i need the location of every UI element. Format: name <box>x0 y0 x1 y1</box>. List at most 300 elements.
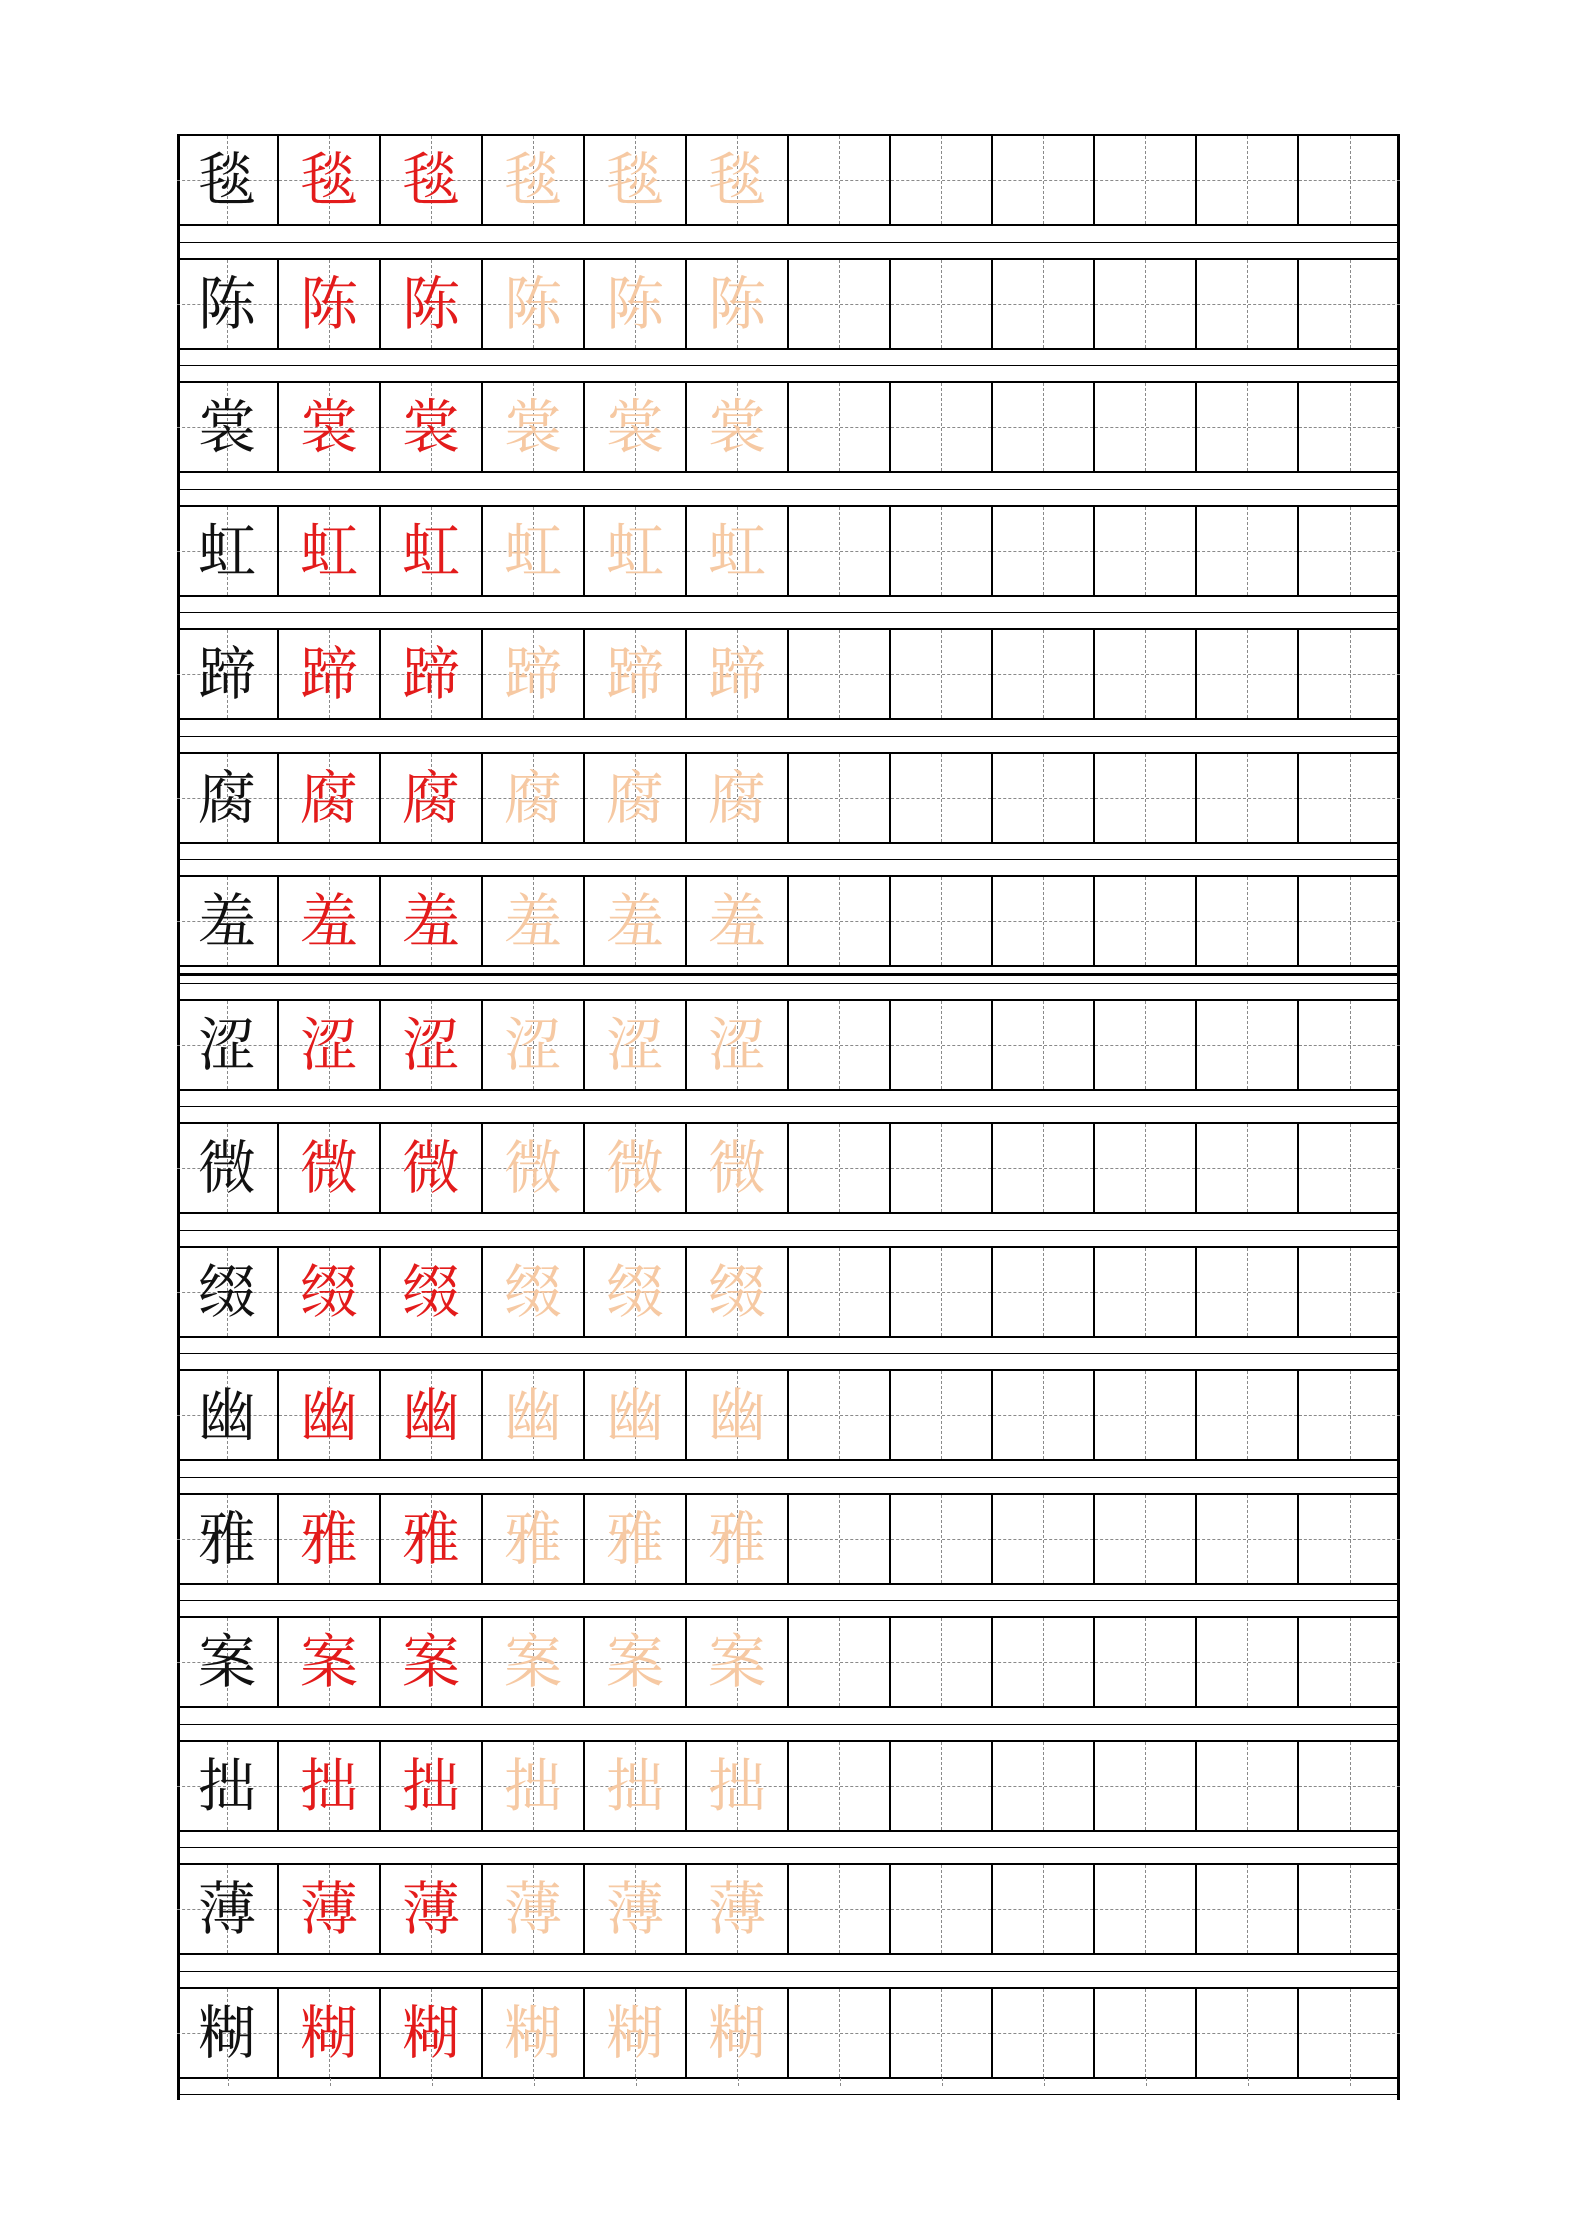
red-char-cell <box>381 1742 483 1830</box>
model-char-cell <box>177 1618 279 1706</box>
trace-character: 羞 <box>707 887 766 955</box>
writing-cell[interactable] <box>789 630 891 718</box>
writing-cell[interactable] <box>1299 1371 1400 1459</box>
writing-cell[interactable] <box>1095 383 1197 471</box>
writing-cell[interactable] <box>891 1618 993 1706</box>
writing-cell[interactable] <box>891 1742 993 1830</box>
trace-char-cell <box>687 1371 789 1459</box>
writing-cell[interactable] <box>1095 1001 1197 1089</box>
writing-cell[interactable] <box>1299 754 1400 842</box>
red-character: 腐 <box>401 763 460 832</box>
red-char-cell <box>381 1124 483 1212</box>
writing-cell[interactable] <box>891 877 993 965</box>
bottom-guide-ticks <box>177 2078 1400 2086</box>
trace-char-cell <box>687 136 789 224</box>
red-character: 蹄 <box>401 640 460 708</box>
writing-cell[interactable] <box>1197 1865 1299 1953</box>
writing-cell[interactable] <box>1197 1124 1299 1212</box>
red-character: 虹 <box>299 516 358 585</box>
writing-cell[interactable] <box>1095 1618 1197 1706</box>
writing-cell[interactable] <box>1095 136 1197 224</box>
trace-character: 糊 <box>503 1998 562 2067</box>
trace-char-cell <box>483 383 585 471</box>
guide-tick <box>1350 2078 1352 2086</box>
trace-character: 陈 <box>605 269 664 338</box>
red-character: 陈 <box>299 269 358 338</box>
red-char-cell <box>381 754 483 842</box>
model-character: 案 <box>197 1628 256 1696</box>
model-char-cell <box>177 877 279 965</box>
trace-character: 薄 <box>707 1875 766 1943</box>
writing-cell[interactable] <box>1197 260 1299 348</box>
red-character: 微 <box>299 1134 358 1202</box>
red-character: 薄 <box>299 1875 358 1943</box>
writing-cell[interactable] <box>789 383 891 471</box>
red-character: 薄 <box>401 1875 460 1943</box>
gap-rule <box>177 1106 1400 1107</box>
model-char-cell <box>177 383 279 471</box>
writing-cell[interactable] <box>789 136 891 224</box>
writing-cell[interactable] <box>1299 1001 1400 1089</box>
writing-cell[interactable] <box>993 1248 1095 1336</box>
model-character: 缀 <box>197 1257 256 1326</box>
gap-rule <box>177 859 1400 860</box>
writing-cell[interactable] <box>1299 1742 1400 1830</box>
trace-character: 虹 <box>605 516 664 585</box>
trace-char-cell <box>687 630 789 718</box>
practice-row <box>177 1740 1400 1832</box>
trace-character: 涩 <box>605 1010 664 1079</box>
writing-cell[interactable] <box>993 1124 1095 1212</box>
red-char-cell <box>381 1865 483 1953</box>
writing-cell[interactable] <box>891 1001 993 1089</box>
trace-character: 裳 <box>707 393 766 461</box>
writing-cell[interactable] <box>993 1865 1095 1953</box>
trace-char-cell <box>483 1989 585 2077</box>
trace-character: 幽 <box>707 1381 766 1449</box>
model-char-cell <box>177 754 279 842</box>
writing-cell[interactable] <box>1197 1248 1299 1336</box>
trace-char-cell <box>483 260 585 348</box>
trace-character: 虹 <box>707 516 766 585</box>
red-char-cell <box>381 383 483 471</box>
trace-character: 蹄 <box>503 640 562 708</box>
trace-char-cell <box>483 1742 585 1830</box>
trace-char-cell <box>585 1742 687 1830</box>
gap-rule <box>177 1600 1400 1601</box>
writing-cell[interactable] <box>1095 754 1197 842</box>
writing-cell[interactable] <box>1197 383 1299 471</box>
trace-char-cell <box>585 1865 687 1953</box>
writing-cell[interactable] <box>1299 1248 1400 1336</box>
writing-cell[interactable] <box>1095 1865 1197 1953</box>
writing-cell[interactable] <box>789 1618 891 1706</box>
model-char-cell <box>177 507 279 595</box>
gap-rule <box>177 612 1400 613</box>
trace-character: 微 <box>605 1134 664 1202</box>
red-character: 陈 <box>401 269 460 338</box>
trace-char-cell <box>483 1495 585 1583</box>
writing-cell[interactable] <box>993 1495 1095 1583</box>
writing-cell[interactable] <box>789 877 891 965</box>
trace-char-cell <box>687 1865 789 1953</box>
red-char-cell <box>381 1371 483 1459</box>
writing-cell[interactable] <box>891 754 993 842</box>
trace-char-cell <box>687 1618 789 1706</box>
red-char-cell <box>279 630 381 718</box>
practice-row <box>177 258 1400 350</box>
writing-cell[interactable] <box>1095 507 1197 595</box>
writing-cell[interactable] <box>993 136 1095 224</box>
guide-tick <box>636 2078 638 2086</box>
writing-cell[interactable] <box>891 1371 993 1459</box>
writing-cell[interactable] <box>789 1865 891 1953</box>
red-character: 缀 <box>299 1257 358 1326</box>
trace-character: 案 <box>707 1628 766 1696</box>
red-char-cell <box>279 1742 381 1830</box>
writing-cell[interactable] <box>1197 1742 1299 1830</box>
writing-cell[interactable] <box>891 1124 993 1212</box>
writing-cell[interactable] <box>789 1742 891 1830</box>
red-character: 腐 <box>299 763 358 832</box>
red-char-cell <box>381 260 483 348</box>
writing-cell[interactable] <box>1299 1865 1400 1953</box>
trace-character: 幽 <box>503 1381 562 1449</box>
trace-character: 毯 <box>605 146 664 214</box>
trace-character: 缀 <box>605 1257 664 1326</box>
trace-char-cell <box>585 136 687 224</box>
model-character: 腐 <box>197 763 256 832</box>
trace-character: 涩 <box>707 1010 766 1079</box>
writing-cell[interactable] <box>789 1495 891 1583</box>
model-char-cell <box>177 1989 279 2077</box>
writing-cell[interactable] <box>1299 1124 1400 1212</box>
red-character: 拙 <box>401 1751 460 1820</box>
trace-character: 薄 <box>605 1875 664 1943</box>
writing-cell[interactable] <box>891 260 993 348</box>
writing-cell[interactable] <box>993 754 1095 842</box>
writing-cell[interactable] <box>891 1865 993 1953</box>
trace-character: 羞 <box>503 887 562 955</box>
writing-cell[interactable] <box>1299 877 1400 965</box>
guide-tick <box>942 2078 944 2086</box>
writing-cell[interactable] <box>1197 1495 1299 1583</box>
trace-char-cell <box>585 1371 687 1459</box>
writing-cell[interactable] <box>789 1248 891 1336</box>
guide-tick <box>534 2078 536 2086</box>
red-character: 幽 <box>401 1381 460 1449</box>
writing-cell[interactable] <box>993 260 1095 348</box>
trace-character: 幽 <box>605 1381 664 1449</box>
practice-row <box>177 1369 1400 1461</box>
red-char-cell <box>381 1248 483 1336</box>
practice-row <box>177 628 1400 720</box>
red-character: 毯 <box>299 146 358 214</box>
gap-rule <box>177 983 1400 984</box>
writing-cell[interactable] <box>1299 1989 1400 2077</box>
red-character: 涩 <box>401 1010 460 1079</box>
model-character: 毯 <box>197 146 256 214</box>
writing-cell[interactable] <box>1197 754 1299 842</box>
model-char-cell <box>177 136 279 224</box>
trace-character: 陈 <box>503 269 562 338</box>
trace-character: 腐 <box>707 763 766 832</box>
writing-cell[interactable] <box>1197 630 1299 718</box>
trace-char-cell <box>585 877 687 965</box>
writing-cell[interactable] <box>891 383 993 471</box>
trace-character: 蹄 <box>707 640 766 708</box>
writing-cell[interactable] <box>993 507 1095 595</box>
model-character: 糊 <box>197 1998 256 2067</box>
red-char-cell <box>279 1989 381 2077</box>
model-char-cell <box>177 1742 279 1830</box>
red-character: 裳 <box>299 393 358 461</box>
writing-cell[interactable] <box>789 507 891 595</box>
trace-character: 雅 <box>707 1504 766 1573</box>
model-char-cell <box>177 1248 279 1336</box>
red-character: 糊 <box>299 1998 358 2067</box>
model-character: 蹄 <box>197 640 256 708</box>
trace-char-cell <box>585 383 687 471</box>
trace-character: 拙 <box>605 1751 664 1820</box>
practice-row <box>177 381 1400 473</box>
model-character: 羞 <box>197 887 256 955</box>
red-char-cell <box>279 877 381 965</box>
section-divider <box>177 973 1400 976</box>
writing-cell[interactable] <box>993 1371 1095 1459</box>
writing-cell[interactable] <box>891 1989 993 2077</box>
trace-char-cell <box>483 1248 585 1336</box>
practice-row <box>177 752 1400 844</box>
trace-character: 拙 <box>503 1751 562 1820</box>
red-char-cell <box>279 1124 381 1212</box>
writing-cell[interactable] <box>1095 630 1197 718</box>
trace-char-cell <box>483 1371 585 1459</box>
gap-rule <box>177 1230 1400 1231</box>
writing-cell[interactable] <box>1095 1248 1197 1336</box>
red-char-cell <box>279 1618 381 1706</box>
trace-character: 腐 <box>605 763 664 832</box>
trace-character: 陈 <box>707 269 766 338</box>
model-char-cell <box>177 1371 279 1459</box>
writing-cell[interactable] <box>789 260 891 348</box>
red-character: 幽 <box>299 1381 358 1449</box>
writing-cell[interactable] <box>1197 136 1299 224</box>
trace-character: 毯 <box>707 146 766 214</box>
red-character: 糊 <box>401 1998 460 2067</box>
red-character: 案 <box>299 1628 358 1696</box>
writing-cell[interactable] <box>789 754 891 842</box>
writing-cell[interactable] <box>1095 1989 1197 2077</box>
red-character: 微 <box>401 1134 460 1202</box>
gap-rule <box>177 1724 1400 1725</box>
writing-cell[interactable] <box>1197 507 1299 595</box>
red-char-cell <box>381 1495 483 1583</box>
writing-cell[interactable] <box>891 1248 993 1336</box>
model-char-cell <box>177 1001 279 1089</box>
trace-char-cell <box>483 1001 585 1089</box>
writing-cell[interactable] <box>1095 1124 1197 1212</box>
gap-rule <box>177 1477 1400 1478</box>
trace-char-cell <box>585 754 687 842</box>
writing-cell[interactable] <box>993 1989 1095 2077</box>
practice-row <box>177 999 1400 1091</box>
trace-character: 虹 <box>503 516 562 585</box>
writing-cell[interactable] <box>993 1742 1095 1830</box>
trace-character: 糊 <box>707 1998 766 2067</box>
writing-cell[interactable] <box>1197 1989 1299 2077</box>
writing-cell[interactable] <box>993 1001 1095 1089</box>
writing-cell[interactable] <box>1197 1001 1299 1089</box>
red-char-cell <box>279 507 381 595</box>
trace-character: 案 <box>605 1628 664 1696</box>
red-char-cell <box>279 1865 381 1953</box>
trace-char-cell <box>687 1124 789 1212</box>
trace-character: 羞 <box>605 887 664 955</box>
model-char-cell <box>177 630 279 718</box>
trace-char-cell <box>687 877 789 965</box>
trace-character: 涩 <box>503 1010 562 1079</box>
trace-character: 糊 <box>605 1998 664 2067</box>
practice-row <box>177 1863 1400 1955</box>
trace-character: 缀 <box>503 1257 562 1326</box>
trace-char-cell <box>687 1001 789 1089</box>
red-char-cell <box>279 136 381 224</box>
red-character: 拙 <box>299 1751 358 1820</box>
writing-cell[interactable] <box>993 383 1095 471</box>
red-char-cell <box>381 877 483 965</box>
red-character: 羞 <box>299 887 358 955</box>
trace-char-cell <box>483 136 585 224</box>
red-char-cell <box>381 1618 483 1706</box>
red-char-cell <box>381 136 483 224</box>
trace-char-cell <box>483 1124 585 1212</box>
trace-character: 案 <box>503 1628 562 1696</box>
model-char-cell <box>177 1124 279 1212</box>
trace-char-cell <box>585 260 687 348</box>
trace-char-cell <box>585 1989 687 2077</box>
writing-cell[interactable] <box>1299 136 1400 224</box>
red-char-cell <box>279 260 381 348</box>
writing-cell[interactable] <box>1095 260 1197 348</box>
trace-char-cell <box>687 260 789 348</box>
practice-row <box>177 1122 1400 1214</box>
trace-char-cell <box>483 507 585 595</box>
red-character: 蹄 <box>299 640 358 708</box>
writing-cell[interactable] <box>1299 630 1400 718</box>
writing-cell[interactable] <box>789 1371 891 1459</box>
trace-char-cell <box>483 1865 585 1953</box>
writing-cell[interactable] <box>1095 1371 1197 1459</box>
red-character: 羞 <box>401 887 460 955</box>
trace-char-cell <box>687 1989 789 2077</box>
trace-char-cell <box>585 507 687 595</box>
gap-rule <box>177 489 1400 490</box>
writing-cell[interactable] <box>1299 1618 1400 1706</box>
gap-rule <box>177 365 1400 366</box>
guide-tick <box>1044 2078 1046 2086</box>
trace-char-cell <box>687 754 789 842</box>
writing-cell[interactable] <box>891 136 993 224</box>
trace-char-cell <box>687 1742 789 1830</box>
practice-row <box>177 875 1400 967</box>
gap-rule <box>177 2094 1400 2095</box>
writing-cell[interactable] <box>993 877 1095 965</box>
writing-cell[interactable] <box>1299 260 1400 348</box>
model-char-cell <box>177 1865 279 1953</box>
model-character: 雅 <box>197 1504 256 1573</box>
trace-character: 微 <box>503 1134 562 1202</box>
writing-cell[interactable] <box>993 1618 1095 1706</box>
trace-character: 裳 <box>503 393 562 461</box>
writing-cell[interactable] <box>1197 1618 1299 1706</box>
writing-cell[interactable] <box>891 1495 993 1583</box>
writing-cell[interactable] <box>1095 1495 1197 1583</box>
trace-char-cell <box>585 1001 687 1089</box>
practice-row <box>177 1246 1400 1338</box>
red-char-cell <box>381 507 483 595</box>
trace-char-cell <box>687 1495 789 1583</box>
trace-char-cell <box>483 1618 585 1706</box>
trace-char-cell <box>585 630 687 718</box>
red-character: 涩 <box>299 1010 358 1079</box>
guide-tick <box>228 2078 230 2086</box>
red-char-cell <box>279 1371 381 1459</box>
writing-cell[interactable] <box>1299 383 1400 471</box>
red-character: 案 <box>401 1628 460 1696</box>
trace-character: 拙 <box>707 1751 766 1820</box>
model-character: 微 <box>197 1134 256 1202</box>
gap-rule <box>177 1847 1400 1848</box>
model-character: 陈 <box>197 269 256 338</box>
gap-rule <box>177 736 1400 737</box>
model-char-cell <box>177 1495 279 1583</box>
writing-cell[interactable] <box>891 507 993 595</box>
trace-character: 腐 <box>503 763 562 832</box>
trace-character: 雅 <box>605 1504 664 1573</box>
writing-cell[interactable] <box>1299 507 1400 595</box>
writing-cell[interactable] <box>891 630 993 718</box>
trace-character: 微 <box>707 1134 766 1202</box>
trace-char-cell <box>687 1248 789 1336</box>
model-character: 虹 <box>197 516 256 585</box>
writing-cell[interactable] <box>789 1001 891 1089</box>
writing-cell[interactable] <box>1197 1371 1299 1459</box>
red-char-cell <box>279 754 381 842</box>
model-character: 幽 <box>197 1381 256 1449</box>
red-char-cell <box>381 1001 483 1089</box>
writing-cell[interactable] <box>789 1989 891 2077</box>
red-character: 雅 <box>299 1504 358 1573</box>
red-character: 虹 <box>401 516 460 585</box>
red-character: 雅 <box>401 1504 460 1573</box>
writing-cell[interactable] <box>1095 1742 1197 1830</box>
writing-cell[interactable] <box>1299 1495 1400 1583</box>
red-char-cell <box>381 630 483 718</box>
model-character: 拙 <box>197 1751 256 1820</box>
writing-cell[interactable] <box>1197 877 1299 965</box>
practice-row <box>177 505 1400 597</box>
practice-sheet <box>177 134 1400 2100</box>
writing-cell[interactable] <box>993 630 1095 718</box>
writing-cell[interactable] <box>789 1124 891 1212</box>
model-character: 涩 <box>197 1010 256 1079</box>
red-character: 毯 <box>401 146 460 214</box>
trace-char-cell <box>585 1124 687 1212</box>
writing-cell[interactable] <box>1095 877 1197 965</box>
practice-row <box>177 1493 1400 1585</box>
practice-row <box>177 1616 1400 1708</box>
